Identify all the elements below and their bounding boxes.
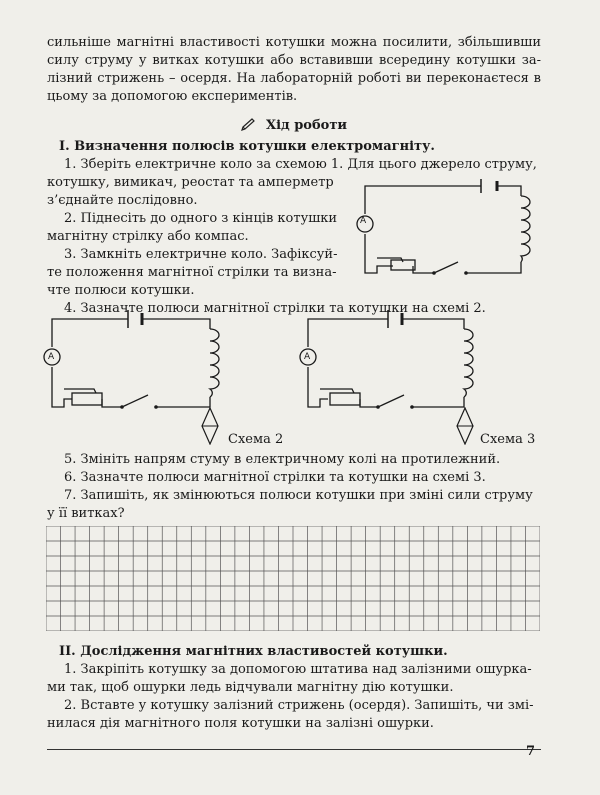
intro-line-3: лізний стрижень – осердя. На лабораторній роботі ви переконаєтеся в: [47, 71, 541, 86]
step2-line-2: магнітну стрілку або компас.: [47, 229, 249, 244]
scheme-3-compass-needle: [455, 407, 475, 445]
answer-grid[interactable]: [46, 526, 540, 631]
section2-step1-line-2: ми так, щоб ошурки ледь відчували магнітну дію котушки.: [47, 680, 454, 695]
step3-line-2: те положення магнітної стрілки та визна-: [47, 265, 337, 280]
scheme-2-caption: Схема 2: [228, 432, 284, 447]
page-number: 7: [526, 744, 536, 759]
step7-line-2: у її витках?: [47, 506, 125, 521]
scheme-3-caption: Схема 3: [480, 432, 536, 447]
step7-line-1: 7. Запишіть, як змінюються полюси котушки при зміні сили струму: [64, 488, 533, 503]
intro-line-2: силу струму у витках котушки або вставивши всередину котушки за-: [47, 53, 541, 68]
section2-step2-line-1: 2. Вставте у котушку залізний стрижень (осердя). Запишіть, чи змі-: [64, 698, 534, 713]
scheme-3-diagram: [298, 305, 488, 410]
scheme-3-ammeter-label: A: [304, 352, 311, 362]
step2-line-1: 2. Піднесіть до одного з кінців котушки: [64, 211, 338, 226]
scheme-2-compass-needle: [200, 407, 220, 445]
step5-line: 5. Змініть напрям стуму в електричному колі на протилежний.: [64, 452, 501, 467]
step6-line: 6. Зазначте полюси магнітної стрілки та котушки на схемі 3.: [64, 470, 486, 485]
intro-line-1: сильніше магнітні властивості котушки можна посилити, збільшивши: [47, 35, 541, 50]
section2-step1-line-1: 1. Закріпіть котушку за допомогою штатива над залізними ошурка-: [64, 662, 532, 677]
step3-line-1: 3. Замкніть електричне коло. Зафіксуй-: [64, 247, 338, 262]
scheme-2-diagram: [42, 305, 232, 410]
section2-title: II. Дослідження магнітних властивостей котушки.: [59, 644, 448, 659]
section-heading: Хід роботи: [266, 118, 348, 133]
section1-title: I. Визначення полюсів котушки електромагніту.: [59, 139, 435, 154]
scheme-1-ammeter-label: A: [360, 216, 367, 226]
step1-line-1: 1. Зберіть електричне коло за схемою 1. Для цього джерело струму,: [64, 157, 537, 172]
section2-step2-line-2: нилася дія магнітного поля котушки на залізні ошурки.: [47, 716, 434, 731]
intro-line-4: цьому за допомогою експериментів.: [47, 89, 298, 104]
pencil-icon: [240, 118, 256, 132]
footer-rule: [47, 749, 541, 750]
step1-line-2: котушку, вимикач, реостат та амперметр: [47, 175, 334, 190]
step3-line-3: чте полюси котушки.: [47, 283, 195, 298]
step4-line: 4. Зазначте полюси магнітної стрілки та котушки на схемі 2.: [64, 301, 486, 316]
scheme-1-diagram: [355, 178, 545, 283]
step1-line-3: з’єднайте послідовно.: [47, 193, 198, 208]
scheme-2-ammeter-label: A: [48, 352, 55, 362]
